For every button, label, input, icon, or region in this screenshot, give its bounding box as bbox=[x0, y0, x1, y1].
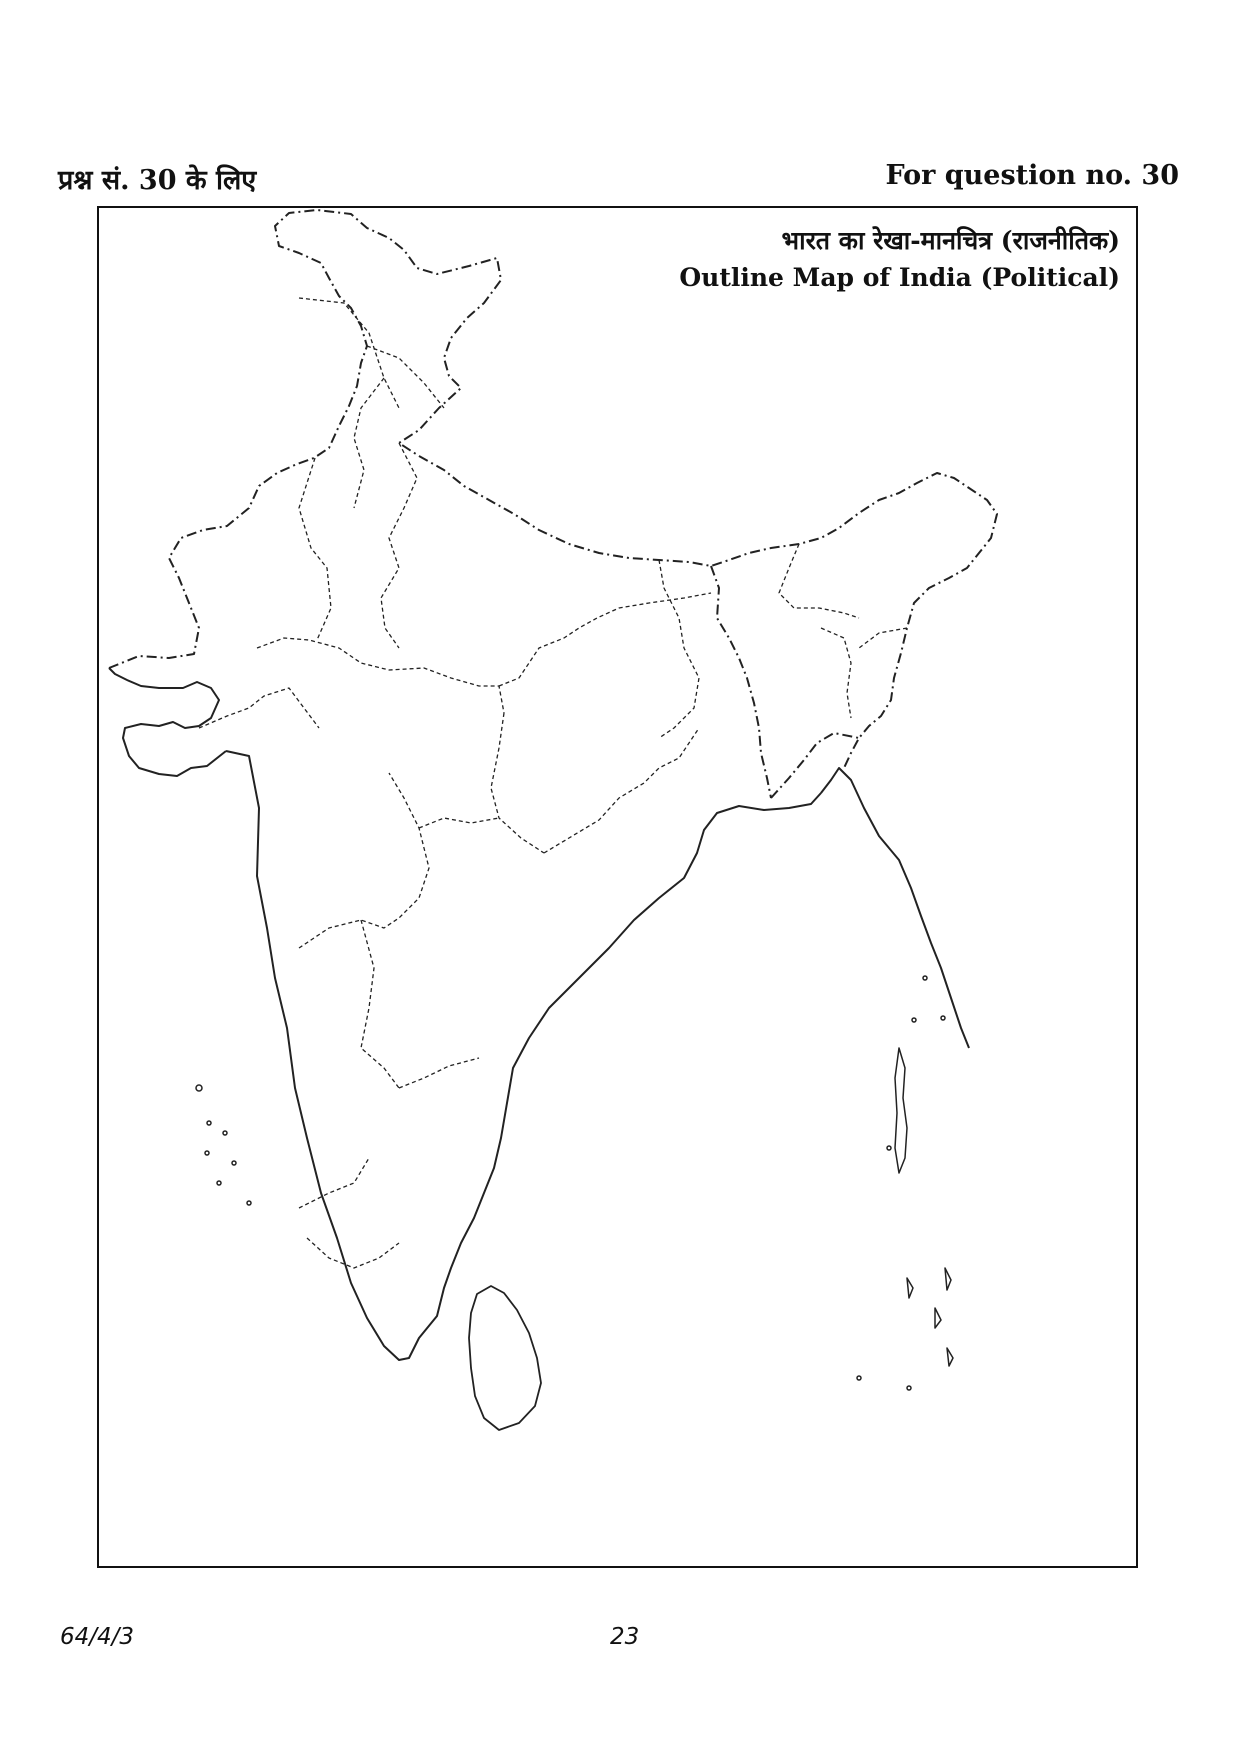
andaman-nicobar-islands bbox=[857, 976, 953, 1390]
east-coast-northeast bbox=[821, 768, 969, 1048]
question-label-hindi: प्रश्न सं. 30 के लिए bbox=[58, 165, 257, 196]
bangladesh-boundary bbox=[711, 566, 859, 798]
state-boundaries bbox=[199, 298, 907, 1268]
map-title-english: Outline Map of India (Political) bbox=[679, 263, 1120, 292]
map-frame bbox=[97, 206, 1138, 1568]
india-outline-map bbox=[99, 208, 1138, 1568]
paper-code: 64/4/3 bbox=[60, 1624, 135, 1650]
question-label-english: For question no. 30 bbox=[885, 160, 1179, 191]
gujarat-coast bbox=[109, 668, 226, 776]
map-title bbox=[679, 222, 1120, 296]
india-coastline bbox=[226, 751, 821, 1360]
map-title-hindi: भारत का रेखा-मानचित्र (राजनीतिक) bbox=[781, 226, 1120, 255]
sri-lanka-outline bbox=[469, 1286, 541, 1430]
page-number: 23 bbox=[610, 1624, 640, 1650]
lakshadweep-islands bbox=[196, 1085, 251, 1205]
